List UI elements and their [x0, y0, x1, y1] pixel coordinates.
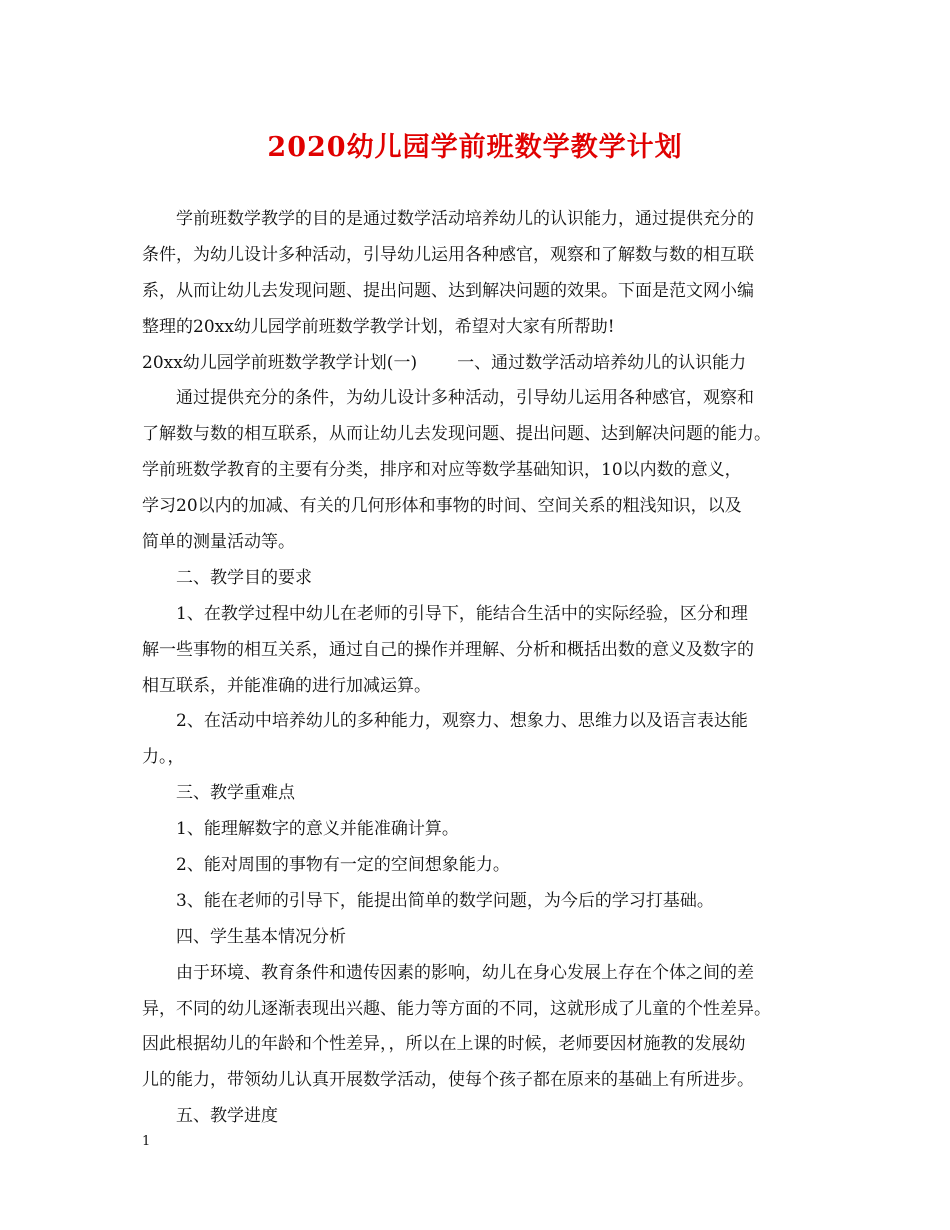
paragraph-line: 学习20以内的加减、有关的几何形体和事物的时间、空间关系的粗浅知识，以及	[142, 496, 742, 516]
paragraph-line: 由于环境、教育条件和遗传因素的影响，幼儿在身心发展上存在个体之间的差	[176, 963, 754, 983]
paragraph-line: 2、在活动中培养幼儿的多种能力，观察力、想象力、思维力以及语言表达能	[176, 711, 748, 731]
section-heading: 五、教学进度	[176, 1106, 278, 1126]
paragraph-line: 因此根据幼儿的年龄和个性差异，，所以在上课的时候，老师要因材施教的发展幼	[142, 1034, 746, 1054]
section-heading: 四、学生基本情况分析	[176, 927, 346, 947]
paragraph-line: 通过提供充分的条件，为幼儿设计多种活动，引导幼儿运用各种感官，观察和	[176, 388, 754, 408]
list-item: 1、能理解数字的意义并能准确计算。	[176, 819, 459, 839]
paragraph-line: 了解数与数的相互联系，从而让幼儿去发现问题、提出问题、达到解决问题的能力。	[142, 424, 771, 444]
list-item: 2、能对周围的事物有一定的空间想象能力。	[176, 855, 510, 875]
section-heading-line	[142, 351, 746, 375]
page-number: 1	[142, 1134, 151, 1149]
paragraph-line: 学前班数学教育的主要有分类，排序和对应等数学基础知识，10以内数的意义，	[142, 460, 742, 480]
plan-subtitle: 20xx幼儿园学前班数学教学计划(一)	[142, 353, 418, 373]
section-heading: 一、通过数学活动培养幼儿的认识能力	[457, 353, 747, 373]
paragraph-line: 整理的20xx幼儿园学前班数学教学计划，希望对大家有所帮助!	[142, 317, 615, 337]
paragraph-line: 学前班数学教学的目的是通过数学活动培养幼儿的认识能力，通过提供充分的	[176, 209, 754, 229]
paragraph-line: 儿的能力，带领幼儿认真开展数学活动，使每个孩子都在原来的基础上有所进步。	[142, 1070, 754, 1090]
paragraph-line: 相互联系，并能准确的进行加减运算。	[142, 676, 431, 696]
list-item: 3、能在老师的引导下，能提出简单的数学问题，为今后的学习打基础。	[176, 891, 714, 911]
paragraph-line: 系，从而让幼儿去发现问题、提出问题、达到解决问题的效果。下面是范文网小编	[142, 281, 754, 301]
section-heading: 三、教学重难点	[176, 783, 295, 803]
paragraph-line: 异，不同的幼儿逐渐表现出兴趣、能力等方面的不同，这就形成了儿童的个性差异。	[142, 999, 771, 1019]
paragraph-line: 力。，	[142, 747, 185, 767]
paragraph-line: 1、在教学过程中幼儿在老师的引导下，能结合生活中的实际经验，区分和理	[176, 604, 748, 624]
document-title: 2020幼儿园学前班数学教学计划	[267, 132, 683, 163]
section-heading: 二、教学目的要求	[176, 568, 312, 588]
paragraph-line: 简单的测量活动等。	[142, 532, 295, 552]
paragraph-line: 解一些事物的相互关系，通过自己的操作并理解、分析和概括出数的意义及数字的	[142, 640, 754, 660]
paragraph-line: 条件，为幼儿设计多种活动，引导幼儿运用各种感官，观察和了解数与数的相互联	[142, 245, 754, 265]
